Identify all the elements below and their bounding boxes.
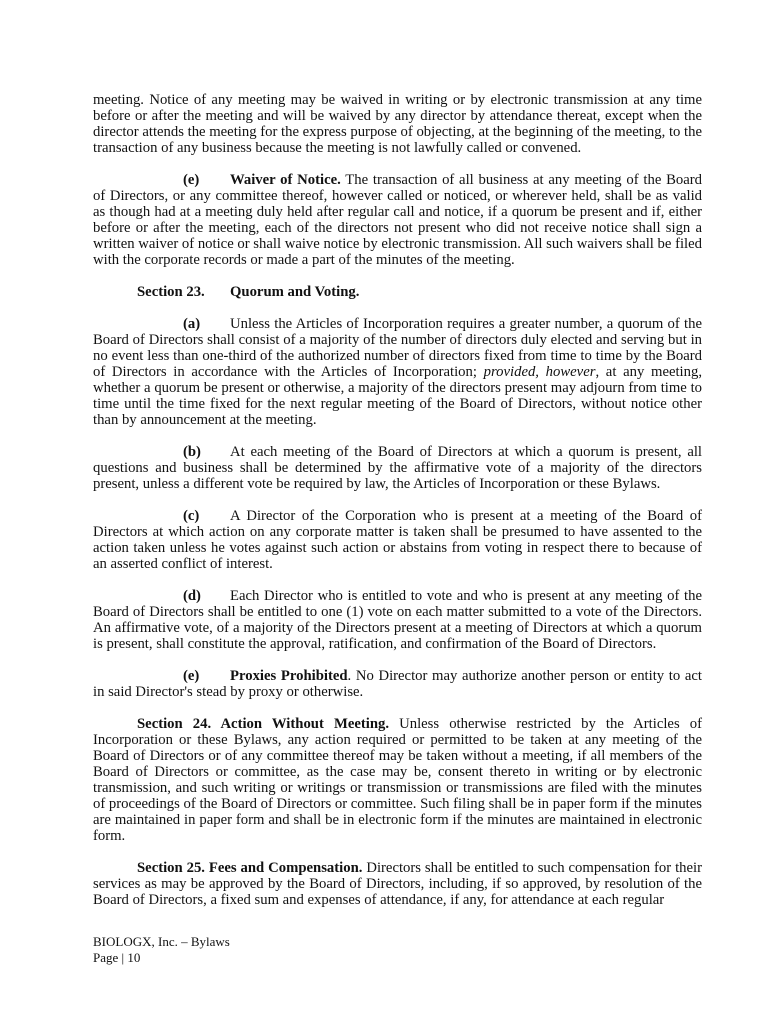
paragraph-text: meeting. Notice of any meeting may be waived in writing or by electronic transmission at any time before or after the meeting and will be waived by any director by attendance thereat, except when the director attends the meeting for the express purpose of objecting, at the beginning of the meeting, to the transaction of any business because the meeting is not lawfully called or convened.: [93, 92, 702, 156]
paragraph-text: Each Director who is entitled to vote and who is present at any meeting of the Board of Directors shall be entitled to one (1) vote on each matter submitted to a vote of the Directors. An affirmative vote, of a majority of the Directors present at a meeting of Directors at which a quorum is present, shall constitute the approval, ratification, and confirmation of the Board of Directors.: [93, 588, 702, 652]
item-label: (e): [183, 172, 200, 188]
paragraph-continued: [93, 92, 702, 156]
paragraph-text: A Director of the Corporation who is present at a meeting of the Board of Directors at which action on any corporate matter is taken shall be presumed to have assented to the action taken unless he votes against such action or abstains from voting in respect there to because of an asserted conflict of interest.: [93, 508, 702, 572]
paragraph-text: Directors shall be entitled to such compensation for their services as may be approved by the Board of Directors, including, if so approved, by resolution of the Board of Directors, a fixed sum and expenses of attendance, if any, for attendance at each regular: [93, 860, 703, 908]
paragraph-d: [93, 588, 702, 652]
item-label: (e): [183, 668, 200, 684]
item-label: (d): [183, 588, 201, 604]
item-label: (c): [183, 508, 200, 524]
item-title: Proxies Prohibited: [230, 668, 348, 684]
paragraph-text: . No Director may authorize another person or entity to act in said Director's stead by proxy or otherwise.: [93, 668, 702, 700]
item-label: (b): [183, 444, 201, 460]
section-title: Quorum and Voting.: [230, 284, 360, 300]
paragraph-a: [93, 316, 702, 428]
paragraph-waiver-of-notice: [93, 172, 702, 268]
section-24: [93, 716, 702, 844]
section-title: Section 24. Action Without Meeting.: [137, 716, 390, 732]
paragraph-text: , at any meeting, whether a quorum be present or otherwise, a majority of the directors present may adjourn from time to time until the time fixed for the next regular meeting of the Board of Directors, without notice other than by announcement at the meeting.: [93, 364, 702, 428]
paragraph-text: Unless the Articles of Incorporation requires a greater number, a quorum of the Board of Directors shall consist of a majority of the number of directors duly elected and serving but in no event less than one-third of the authorized number of directors fixed from time to time by the Board of Directors in accordance with the Articles of Incorporation;: [93, 316, 702, 380]
section-25: [93, 860, 702, 908]
paragraph-c: [93, 508, 702, 572]
document-page: [93, 92, 702, 924]
item-title: Waiver of Notice.: [230, 172, 341, 188]
section-number: Section 23.: [137, 284, 205, 300]
italic-text: provided, however: [483, 364, 596, 380]
paragraph-b: [93, 444, 702, 492]
paragraph-proxies: [93, 668, 702, 700]
footer-document-name: BIOLOGX, Inc. – Bylaws: [93, 934, 230, 949]
item-label: (a): [183, 316, 201, 332]
paragraph-text: The transaction of all business at any meeting of the Board of Directors, or any committee thereof, however called or noticed, or wherever held, shall be as valid as though had at a meeting duly held after regular call and notice, if a quorum be present and if, either before or after the meeting, each of the directors not present who did not receive notice shall sign a written waiver of notice or shall waive notice by electronic transmission. All such waivers shall be filed with the corporate records or made a part of the minutes of the meeting.: [93, 172, 702, 268]
section-title: Section 25. Fees and Compensation.: [137, 860, 363, 876]
section-23-heading: [93, 284, 702, 300]
footer-page-number: Page | 10: [93, 950, 141, 965]
page-footer: [93, 934, 230, 966]
paragraph-text: At each meeting of the Board of Directors at which a quorum is present, all questions and business shall be determined by the affirmative vote of a majority of the directors present, unless a different vote be required by law, the Articles of Incorporation or these Bylaws.: [93, 444, 702, 492]
paragraph-text: Unless otherwise restricted by the Articles of Incorporation or these Bylaws, any action required or permitted to be taken at any meeting of the Board of Directors or of any committee thereof may be taken without a meeting, if all members of the Board of Directors or committee, as the case may be, consent thereto in writing or by electronic transmission, and such writing or writings or transmission or transmissions are filed with the minutes of proceedings of the Board of Directors or committee. Such filing shall be in paper form if the minutes are maintained in paper form and shall be in electronic form if the minutes are maintained in electronic form.: [93, 716, 702, 844]
